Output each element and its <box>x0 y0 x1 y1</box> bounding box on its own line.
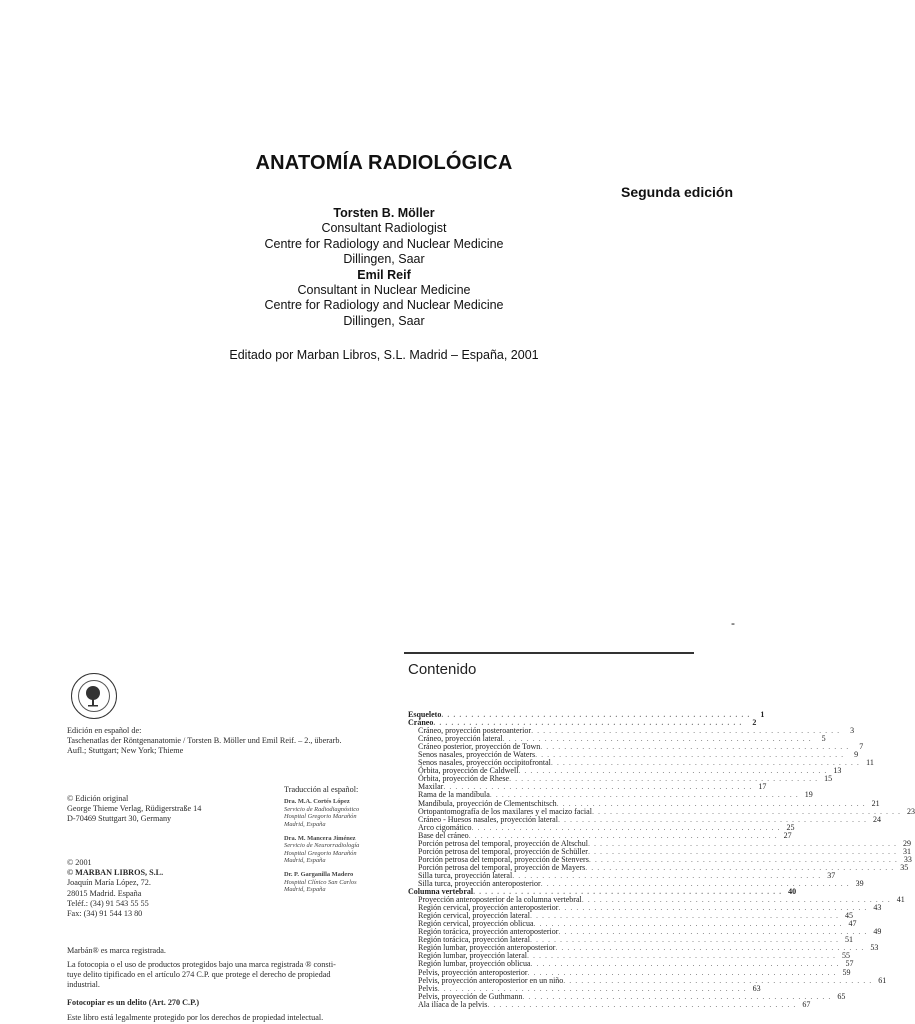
trademark-line: Marbán® es marca registrada. <box>67 946 166 955</box>
toc-entry-label: Cráneo, proyección posteroanterior <box>418 726 532 736</box>
toc-leader-dots: . . . . . . . . . . . . . . . . . . . . . . . . . . . . . . . . . . . . . . . . . . . . . . . . . . . . <box>473 887 783 897</box>
toc-entry-page: 47 <box>848 919 857 929</box>
toc-leader-dots: . . . . . . . . . . . . . . . . . . . . . . . . . . . . . . . . . . . . . . . . . . . . . . . . . . . . <box>527 967 837 977</box>
publisher-line-item: Teléf.: (34) 91 543 55 55 <box>67 898 149 908</box>
toc-leader-dots: . . . . . . . . . . . . . . . . . . . . . . . . . . . . . . . . . . . . . . . . . . . . . . . . . . . . <box>557 814 867 824</box>
toc-leader-dots: . . . . . . . . . . . . . . . . . . . . . . . . . . . . . . . . . . . . . . . . . . . . . . . . . . . . <box>558 903 868 913</box>
original-line: © Edición original <box>67 794 129 803</box>
toc-entry-label: Ala ilíaca de la pelvis <box>418 999 488 1009</box>
crime-text: Este libro está legalmente protegido por los derechos de propiedad intelectual. <box>67 1013 324 1022</box>
toc-leader-dots: . . . . . . . . . . . . . . . . . . . . . . . . . . . . . . . . . . . . . . . . . . . . . . . . . . . . <box>487 999 797 1009</box>
toc-entry-page: 45 <box>844 911 853 921</box>
toc-entry-label: Mandíbula, proyección de Clementschitsch <box>418 798 557 808</box>
tree-icon <box>81 684 105 708</box>
toc-entry-page: 63 <box>752 983 761 993</box>
author-location: Dillingen, Saar <box>343 252 425 267</box>
toc-leader-dots: . . . . . . . . . . . . . . . . . . . . . . . . . . . . . . . . . . . . . . . . . . . . . . . . . . . . <box>587 846 897 856</box>
toc-entry-label: Senos nasales, proyección occipitofrontal <box>418 758 551 768</box>
toc-entry-label: Órbita, proyección de Caldwell <box>418 766 519 776</box>
toc-leader-dots: . . . . . . . . . . . . . . . . . . . . . . . . . . . . . . . . . . . . . . . . . . . . . . . . . . . . <box>540 742 850 752</box>
translator-name: Dra. M.A. Cortés López <box>284 798 350 806</box>
publisher-line-item: Fax: (34) 91 544 13 80 <box>67 909 143 919</box>
legal-line: La fotocopia o el uso de productos protegidos bajo una marca registrada ® consti- <box>67 960 336 969</box>
toc-leader-dots: . . . . . . . . . . . . . . . . . . . . . . . . . . . . . . . . . . . . . . . . . . . . . . . . . . . . <box>441 710 751 719</box>
toc-leader-dots: . . . . . . . . . . . . . . . . . . . . . . . . . . . . . . . . . . . . . . . . . . . . . . . . . . . . <box>533 919 843 929</box>
toc-entry-page: 33 <box>903 854 912 864</box>
toc-row <box>408 999 811 1009</box>
toc-leader-dots: . . . . . . . . . . . . . . . . . . . . . . . . . . . . . . . . . . . . . . . . . . . . . . . . . . . . <box>556 798 866 808</box>
toc-entry-label: Pelvis, proyección anteroposterior en un niño <box>418 975 564 985</box>
toc-entry-label: Base del cráneo <box>418 830 469 840</box>
toc-entry-page: 21 <box>871 798 880 808</box>
toc-entry-page: 53 <box>870 943 879 953</box>
toc-entry-label: Senos nasales, proyección de Waters <box>418 750 536 760</box>
toc-leader-dots: . . . . . . . . . . . . . . . . . . . . . . . . . . . . . . . . . . . . . . . . . . . . . . . . . . . . <box>558 927 868 937</box>
toc-leader-dots: . . . . . . . . . . . . . . . . . . . . . . . . . . . . . . . . . . . . . . . . . . . . . . . . . . . . <box>588 854 898 864</box>
publisher-line-item: © 2001 <box>67 858 92 867</box>
translator-line: Hospital Gregorio Marañón <box>284 813 357 821</box>
author-role: Consultant in Nuclear Medicine <box>297 283 471 298</box>
edition-label: Segunda edición <box>620 184 733 200</box>
translator-line: Servicio de Neurorradiología <box>284 842 360 850</box>
translator-line: Servicio de Radiodiagnóstico <box>284 805 360 813</box>
toc-leader-dots: . . . . . . . . . . . . . . . . . . . . . . . . . . . . . . . . . . . . . . . . . . . . . . . . . . . . <box>563 975 873 985</box>
toc-entry-page: 43 <box>873 903 882 913</box>
original-line: George Thieme Verlag, Rüdigerstraße 14 <box>67 804 202 814</box>
toc-entry-page: 25 <box>786 822 795 832</box>
book-title: ANATOMÍA RADIOLÓGICA <box>255 152 513 174</box>
toc-entry-page: 55 <box>841 951 850 961</box>
toc-leader-dots: . . . . . . . . . . . . . . . . . . . . . . . . . . . . . . . . . . . . . . . . . . . . . . . . . . . . <box>555 943 865 953</box>
toc-entry-page: 7 <box>859 742 864 752</box>
toc-leader-dots: . . . . . . . . . . . . . . . . . . . . . . . . . . . . . . . . . . . . . . . . . . . . . . . . . . . . <box>518 766 828 776</box>
toc-entry-label: Porción petrosa del temporal, proyección de Stenvers <box>418 854 589 864</box>
toc-entry-page: 2 <box>752 718 757 728</box>
edition-note-line: Aufl.; Stuttgart; New York; Thieme <box>67 746 184 756</box>
contents-rule <box>404 652 694 654</box>
toc-entry-label: Región torácica, proyección lateral <box>418 935 530 945</box>
translator-line: Madrid, España <box>284 886 326 894</box>
toc-entry-page: 19 <box>804 790 813 800</box>
toc-entry-label: Pelvis, proyección anteroposterior <box>418 967 528 977</box>
toc-entry-label: Porción petrosa del temporal, proyección de Schüller <box>418 846 588 856</box>
authors-block <box>0 206 768 329</box>
toc-entry-page: 23 <box>906 806 915 816</box>
toc-entry-page: 51 <box>844 935 853 945</box>
toc-entry-label: Pelvis, proyección de Guthmann <box>418 991 523 1001</box>
contents-list <box>408 710 915 1009</box>
toc-leader-dots: . . . . . . . . . . . . . . . . . . . . . . . . . . . . . . . . . . . . . . . . . . . . . . . . . . . . <box>581 895 891 905</box>
toc-entry-page: 17 <box>758 782 767 792</box>
original-line: D-70469 Stuttgart 30, Germany <box>67 814 172 824</box>
toc-entry-label: Región lumbar, proyección oblicua <box>418 959 531 969</box>
toc-leader-dots: . . . . . . . . . . . . . . . . . . . . . . . . . . . . . . . . . . . . . . . . . . . . . . . . . . . . <box>468 830 778 840</box>
toc-leader-dots: . . . . . . . . . . . . . . . . . . . . . . . . . . . . . . . . . . . . . . . . . . . . . . . . . . . . <box>585 862 895 872</box>
toc-entry-label: Pelvis <box>418 983 438 993</box>
toc-entry-page: 35 <box>900 862 909 872</box>
toc-entry-page: 11 <box>866 758 874 768</box>
toc-entry-label: Arco cigomático <box>418 822 472 832</box>
toc-leader-dots: . . . . . . . . . . . . . . . . . . . . . . . . . . . . . . . . . . . . . . . . . . . . . . . . . . . . <box>526 951 836 961</box>
toc-entry-label: Ortopantomografía de los maxilares y el macizo facial <box>418 806 592 816</box>
publisher-line-item: 28015 Madrid. España <box>67 888 142 898</box>
toc-entry-page: 67 <box>802 999 811 1009</box>
toc-entry-page: 29 <box>902 838 911 848</box>
toc-entry-label: Maxilar <box>418 782 444 792</box>
contents-heading: Contenido <box>408 661 477 678</box>
translator-line: Hospital Clínico San Carlos <box>284 878 357 886</box>
crime-heading: Fotocopiar es un delito (Art. 270 C.P.) <box>67 998 200 1007</box>
toc-entry-page: 39 <box>855 878 864 888</box>
toc-leader-dots: . . . . . . . . . . . . . . . . . . . . . . . . . . . . . . . . . . . . . . . . . . . . . . . . . . . . <box>530 959 840 969</box>
toc-leader-dots: . . . . . . . . . . . . . . . . . . . . . . . . . . . . . . . . . . . . . . . . . . . . . . . . . . . . <box>591 806 901 816</box>
toc-entry-label: Porción petrosa del temporal, proyección de Altschul <box>418 838 588 848</box>
toc-entry-page: 1 <box>760 710 765 719</box>
toc-entry-page: 13 <box>833 766 842 776</box>
toc-entry-label: Porción petrosa del temporal, proyección de Mayers <box>418 862 586 872</box>
toc-entry-page: 41 <box>896 895 905 905</box>
toc-entry-label: Proyección anteroposterior de la columna vertebral <box>418 895 582 905</box>
publisher-line-item: Joaquín María López, 72. <box>67 878 151 888</box>
toc-leader-dots: . . . . . . . . . . . . . . . . . . . . . . . . . . . . . . . . . . . . . . . . . . . . . . . . . . . . <box>587 838 897 848</box>
edition-note-line: Edición en español de: <box>67 726 142 735</box>
toc-entry-page: 31 <box>902 846 911 856</box>
toc-entry-label: Esqueleto <box>408 710 442 719</box>
trademark-note <box>67 946 387 956</box>
toc-entry-label: Región cervical, proyección lateral <box>418 911 530 921</box>
edition-note <box>67 726 377 757</box>
author-institution: Centre for Radiology and Nuclear Medicine <box>264 298 504 313</box>
original-edition <box>67 794 267 825</box>
toc-entry-label: Órbita, proyección de Rhese <box>418 774 510 784</box>
toc-leader-dots: . . . . . . . . . . . . . . . . . . . . . . . . . . . . . . . . . . . . . . . . . . . . . . . . . . . . <box>489 790 799 800</box>
toc-entry-label: Región lumbar, proyección anteroposterior <box>418 943 556 953</box>
toc-leader-dots: . . . . . . . . . . . . . . . . . . . . . . . . . . . . . . . . . . . . . . . . . . . . . . . . . . . . <box>522 991 832 1001</box>
translators-block <box>284 785 394 894</box>
author-location: Dillingen, Saar <box>343 313 425 328</box>
publisher-info <box>67 858 267 919</box>
legal-note <box>67 960 389 991</box>
legal-line: industrial. <box>67 980 100 990</box>
translator-line: Madrid, España <box>284 857 326 865</box>
toc-leader-dots: . . . . . . . . . . . . . . . . . . . . . . . . . . . . . . . . . . . . . . . . . . . . . . . . . . . . <box>550 758 860 768</box>
publisher-line: Editado por Marban Libros, S.L. Madrid – España, 2001 <box>229 348 539 362</box>
toc-leader-dots: . . . . . . . . . . . . . . . . . . . . . . . . . . . . . . . . . . . . . . . . . . . . . . . . . . . . <box>509 774 819 784</box>
legal-line: tuye delito tipificado en el artículo 274 C.P. que protege el derecho de propiedad <box>67 970 331 980</box>
translator-line: Madrid, España <box>284 820 326 828</box>
toc-leader-dots: . . . . . . . . . . . . . . . . . . . . . . . . . . . . . . . . . . . . . . . . . . . . . . . . . . . . <box>437 983 747 993</box>
toc-entry-label: Cráneo posterior, proyección de Town <box>418 742 541 752</box>
toc-leader-dots: . . . . . . . . . . . . . . . . . . . . . . . . . . . . . . . . . . . . . . . . . . . . . . . . . . . . <box>531 726 841 736</box>
toc-entry-page: 59 <box>842 967 851 977</box>
publisher-name: © MARBAN LIBROS, S.L. <box>67 868 164 878</box>
toc-entry-label: Región torácica, proyección anteroposterior <box>418 927 559 937</box>
translator-name: Dr. P. Garganilla Madero <box>284 870 354 878</box>
toc-entry-label: Cráneo - Huesos nasales, proyección lateral <box>418 814 558 824</box>
toc-entry-page: 5 <box>821 734 826 744</box>
stray-dash: - <box>731 616 735 630</box>
toc-entry-page: 61 <box>878 975 887 985</box>
toc-leader-dots: . . . . . . . . . . . . . . . . . . . . . . . . . . . . . . . . . . . . . . . . . . . . . . . . . . . . <box>512 870 822 880</box>
toc-entry-label: Región cervical, proyección anteroposterior <box>418 903 559 913</box>
toc-entry-label: Silla turca, proyección lateral <box>418 870 513 880</box>
toc-leader-dots: . . . . . . . . . . . . . . . . . . . . . . . . . . . . . . . . . . . . . . . . . . . . . . . . . . . . <box>529 911 839 921</box>
toc-entry-page: 24 <box>872 814 881 824</box>
translator-name: Dra. M. Mancera Jiménez <box>284 834 356 842</box>
edition-note-line: Taschenatlas der Röntgenanatomie / Torsten B. Möller und Emil Reif. – 2., überarb. <box>67 736 342 746</box>
toc-leader-dots: . . . . . . . . . . . . . . . . . . . . . . . . . . . . . . . . . . . . . . . . . . . . . . . . . . . . <box>540 878 850 888</box>
toc-entry-page: 37 <box>827 870 836 880</box>
toc-entry-label: Cráneo <box>408 718 434 728</box>
toc-entry-page: 9 <box>854 750 859 760</box>
toc-leader-dots: . . . . . . . . . . . . . . . . . . . . . . . . . . . . . . . . . . . . . . . . . . . . . . . . . . . . <box>471 822 781 832</box>
translator-line: Hospital Gregorio Marañón <box>284 849 357 857</box>
translation-heading: Traducción al español: <box>284 785 359 794</box>
toc-entry-label: Columna vertebral <box>408 887 474 897</box>
toc-entry-label: Región cervical, proyección oblicua <box>418 919 534 929</box>
toc-entry-page: 40 <box>788 887 797 897</box>
toc-entry-page: 65 <box>837 991 846 1001</box>
toc-entry-page: 27 <box>783 830 792 840</box>
toc-entry-label: Cráneo, proyección lateral <box>418 734 503 744</box>
toc-leader-dots: . . . . . . . . . . . . . . . . . . . . . . . . . . . . . . . . . . . . . . . . . . . . . . . . . . . . <box>529 935 839 945</box>
toc-entry-page: 3 <box>850 726 855 736</box>
toc-entry-page: 57 <box>845 959 854 969</box>
author-name: Emil Reif <box>357 267 411 282</box>
toc-entry-label: Rama de la mandíbula <box>418 790 490 800</box>
toc-entry-label: Región lumbar, proyección lateral <box>418 951 527 961</box>
toc-entry-page: 49 <box>873 927 882 937</box>
toc-entry-page: 15 <box>824 774 833 784</box>
toc-leader-dots: . . . . . . . . . . . . . . . . . . . . . . . . . . . . . . . . . . . . . . . . . . . . . . . . . . . . <box>433 718 743 728</box>
toc-entry-label: Silla turca, proyección anteroposterior <box>418 878 541 888</box>
author-institution: Centre for Radiology and Nuclear Medicine <box>264 236 504 251</box>
author-role: Consultant Radiologist <box>321 221 447 236</box>
toc-leader-dots: . . . . . . . . . . . . . . . . . . . . . . . . . . . . . . . . . . . . . . . . . . . . . . . . . . . . <box>443 782 753 792</box>
author-name: Torsten B. Möller <box>333 206 435 220</box>
toc-leader-dots: . . . . . . . . . . . . . . . . . . . . . . . . . . . . . . . . . . . . . . . . . . . . . . . . . . . . <box>535 750 845 760</box>
toc-leader-dots: . . . . . . . . . . . . . . . . . . . . . . . . . . . . . . . . . . . . . . . . . . . . . . . . . . . . <box>502 734 812 744</box>
